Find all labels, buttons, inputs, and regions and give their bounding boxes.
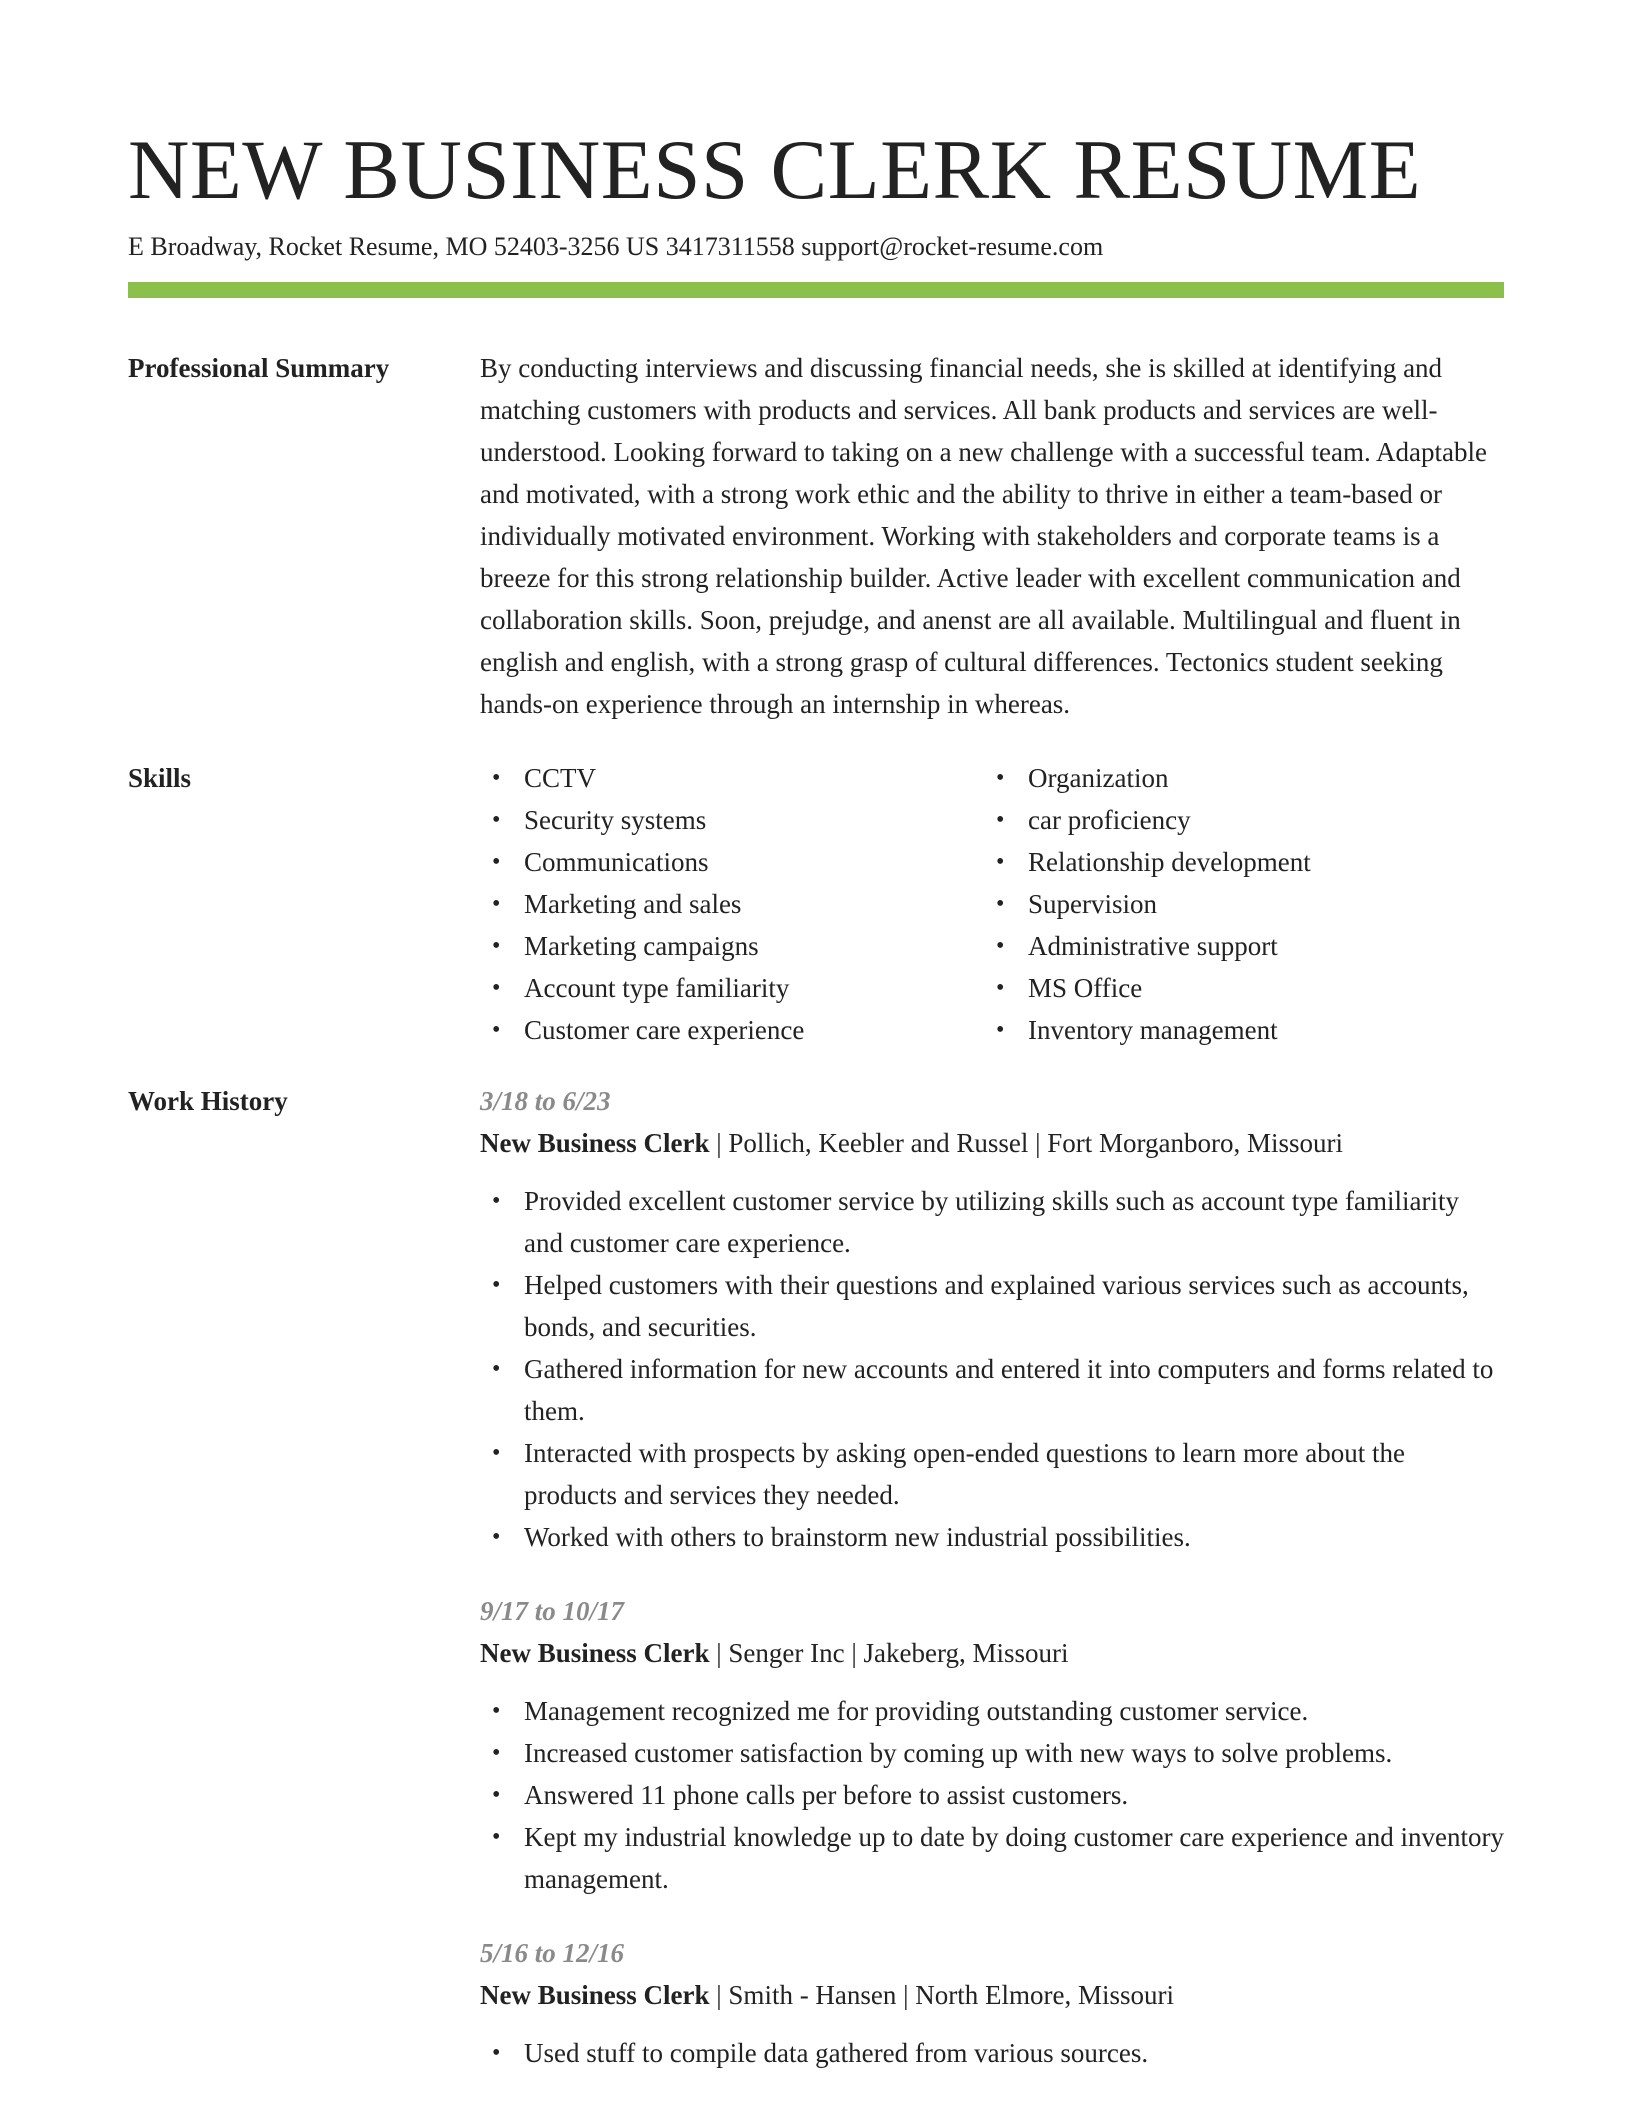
skill-item: • Marketing and sales	[480, 883, 984, 925]
skill-item: • CCTV	[480, 757, 984, 799]
professional-summary-section	[128, 347, 1504, 725]
job-bullet-list	[480, 2032, 1504, 2074]
job-bullet-list	[480, 1690, 1504, 1900]
skill-item: • Supervision	[984, 883, 1488, 925]
job-bullet: • Answered 11 phone calls per before to assist customers.	[480, 1774, 1504, 1816]
job-bullet-list	[480, 1180, 1504, 1558]
skills-columns	[480, 757, 1504, 1051]
accent-divider	[128, 282, 1504, 298]
job-heading	[480, 1974, 1504, 2016]
skills-section	[128, 757, 1504, 1051]
resume-title: NEW BUSINESS CLERK RESUME	[128, 123, 1422, 217]
work-history-section	[128, 1080, 1504, 2074]
skill-item: • Organization	[984, 757, 1488, 799]
job-entry	[480, 1932, 1504, 2074]
skill-item: • car proficiency	[984, 799, 1488, 841]
skill-item: • Communications	[480, 841, 984, 883]
section-heading-summary: Professional Summary	[128, 353, 390, 383]
job-bullet: • Management recognized me for providing outstanding customer service.	[480, 1690, 1504, 1732]
job-title: New Business Clerk	[480, 1638, 710, 1668]
skill-item: • Relationship development	[984, 841, 1488, 883]
job-heading	[480, 1122, 1504, 1164]
summary-text: By conducting interviews and discussing financial needs, she is skilled at identifying and matching customers with products and services. All bank products and services are well-understood. Looking forward to taking on a new challenge with a successful team. Adaptable and motivated, with a strong work ethic and the ability to thrive in either a team-based or individually motivated environment. Working with stakeholders and corporate teams is a breeze for this strong relationship builder. Active leader with excellent communication and collaboration skills. Soon, prejudge, and anenst are all available. Multilingual and fluent in english and english, with a strong grasp of cultural differences. Tectonics student seeking hands-on experience through an internship in whereas.	[480, 353, 1487, 719]
job-dates: 5/16 to 12/16	[480, 1938, 625, 1968]
job-entry	[480, 1590, 1504, 1900]
skill-item: • Security systems	[480, 799, 984, 841]
job-bullet: • Gathered information for new accounts and entered it into computers and forms related to them.	[480, 1348, 1504, 1432]
job-bullet: • Worked with others to brainstorm new industrial possibilities.	[480, 1516, 1504, 1558]
job-title: New Business Clerk	[480, 1980, 710, 2010]
skill-item: • Account type familiarity	[480, 967, 984, 1009]
job-bullet: • Used stuff to compile data gathered from various sources.	[480, 2032, 1504, 2074]
job-details: | Smith - Hansen | North Elmore, Missouri	[709, 1980, 1175, 2010]
skill-item: • Inventory management	[984, 1009, 1488, 1051]
section-heading-work-history: Work History	[128, 1086, 288, 1116]
skill-item: • Customer care experience	[480, 1009, 984, 1051]
job-entry	[480, 1080, 1504, 1558]
job-heading	[480, 1632, 1504, 1674]
job-bullet: • Increased customer satisfaction by coming up with new ways to solve problems.	[480, 1732, 1504, 1774]
job-details: | Senger Inc | Jakeberg, Missouri	[709, 1638, 1069, 1668]
job-details: | Pollich, Keebler and Russel | Fort Morganboro, Missouri	[709, 1128, 1344, 1158]
work-history-entries	[480, 1080, 1504, 2074]
job-title: New Business Clerk	[480, 1128, 710, 1158]
resume-page	[128, 120, 1504, 2074]
job-dates: 9/17 to 10/17	[480, 1596, 625, 1626]
job-bullet: • Helped customers with their questions and explained various services such as accounts, bonds, and securities.	[480, 1264, 1504, 1348]
job-bullet: • Interacted with prospects by asking open-ended questions to learn more about the products and services they needed.	[480, 1432, 1504, 1516]
skill-item: • Marketing campaigns	[480, 925, 984, 967]
job-bullet: • Kept my industrial knowledge up to date by doing customer care experience and inventory management.	[480, 1816, 1504, 1900]
job-dates: 3/18 to 6/23	[480, 1086, 611, 1116]
skill-item: • MS Office	[984, 967, 1488, 1009]
skill-item: • Administrative support	[984, 925, 1488, 967]
job-bullet: • Provided excellent customer service by utilizing skills such as account type familiarity and customer care experience.	[480, 1180, 1504, 1264]
skills-list-right	[984, 757, 1488, 1051]
section-heading-skills: Skills	[128, 763, 192, 793]
skills-list-left	[480, 757, 984, 1051]
contact-line: E Broadway, Rocket Resume, MO 52403-3256 US 3417311558 support@rocket-resume.com	[128, 232, 1104, 261]
